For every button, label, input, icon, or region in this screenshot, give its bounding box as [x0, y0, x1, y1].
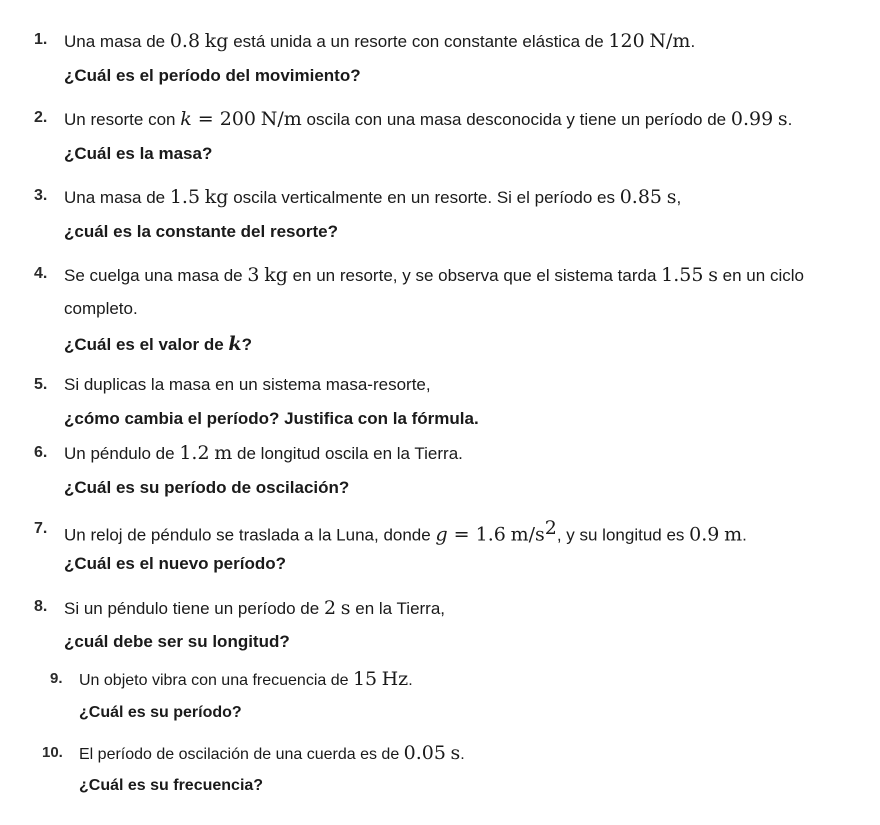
problem-number: 2. — [34, 109, 48, 126]
problem-question: ¿cuál debe ser su longitud? — [64, 632, 290, 651]
problem-statement: Un objeto vibra con una frecuencia de 15 Hz. — [79, 668, 413, 690]
problem-question: ¿cuál es la constante del resorte? — [64, 222, 338, 241]
problem-statement: Se cuelga una masa de 3 kg en un resorte, y se observa que el sistema tarda 1.55 s en un ciclo — [64, 264, 804, 286]
problem-number: 1. — [34, 31, 48, 48]
problem-statement: Un resorte con k = 200 N/m oscila con una masa desconocida y tiene un período de 0.99 s. — [64, 108, 793, 130]
problem-statement-continued: completo. — [64, 299, 138, 318]
problem-number: 5. — [34, 376, 48, 393]
problem-statement: Si duplicas la masa en un sistema masa-resorte, — [64, 375, 431, 394]
problem-question: ¿Cuál es su frecuencia? — [79, 777, 264, 794]
problem-statement: Si un péndulo tiene un período de 2 s en la Tierra, — [64, 597, 446, 619]
problem-number: 6. — [34, 444, 48, 461]
problem-statement: Un reloj de péndulo se traslada a la Luna, donde g = 1.6 $m/s^2$, y su longitud es 0.9 m. — [64, 517, 747, 546]
problem-question: ¿Cuál es la masa? — [64, 144, 213, 163]
problem-statement: Un péndulo de 1.2 m de longitud oscila en la Tierra. — [64, 442, 463, 464]
problem-question: ¿Cuál es el valor de k? — [64, 333, 252, 355]
problem-number: 3. — [34, 187, 48, 204]
problem-question: ¿Cuál es el nuevo período? — [64, 554, 286, 573]
problem-number: 7. — [34, 520, 48, 537]
problem-question: ¿cómo cambia el período? Justifica con la fórmula. — [64, 409, 479, 428]
problem-statement: El período de oscilación de una cuerda es de 0.05 s. — [79, 742, 465, 764]
problem-question: ¿Cuál es su período? — [79, 704, 242, 721]
problem-question: ¿Cuál es su período de oscilación? — [64, 478, 350, 497]
problem-number: 10. — [42, 744, 63, 761]
problem-question: ¿Cuál es el período del movimiento? — [64, 66, 361, 85]
problem-number: 8. — [34, 598, 48, 615]
problem-number: 4. — [34, 265, 48, 282]
problem-statement: Una masa de 0.8 kg está unida a un resorte con constante elástica de 120 N/m. — [64, 30, 696, 52]
problem-number: 9. — [50, 670, 63, 687]
problem-statement: Una masa de 1.5 kg oscila verticalmente en un resorte. Si el período es 0.85 s, — [64, 186, 682, 208]
